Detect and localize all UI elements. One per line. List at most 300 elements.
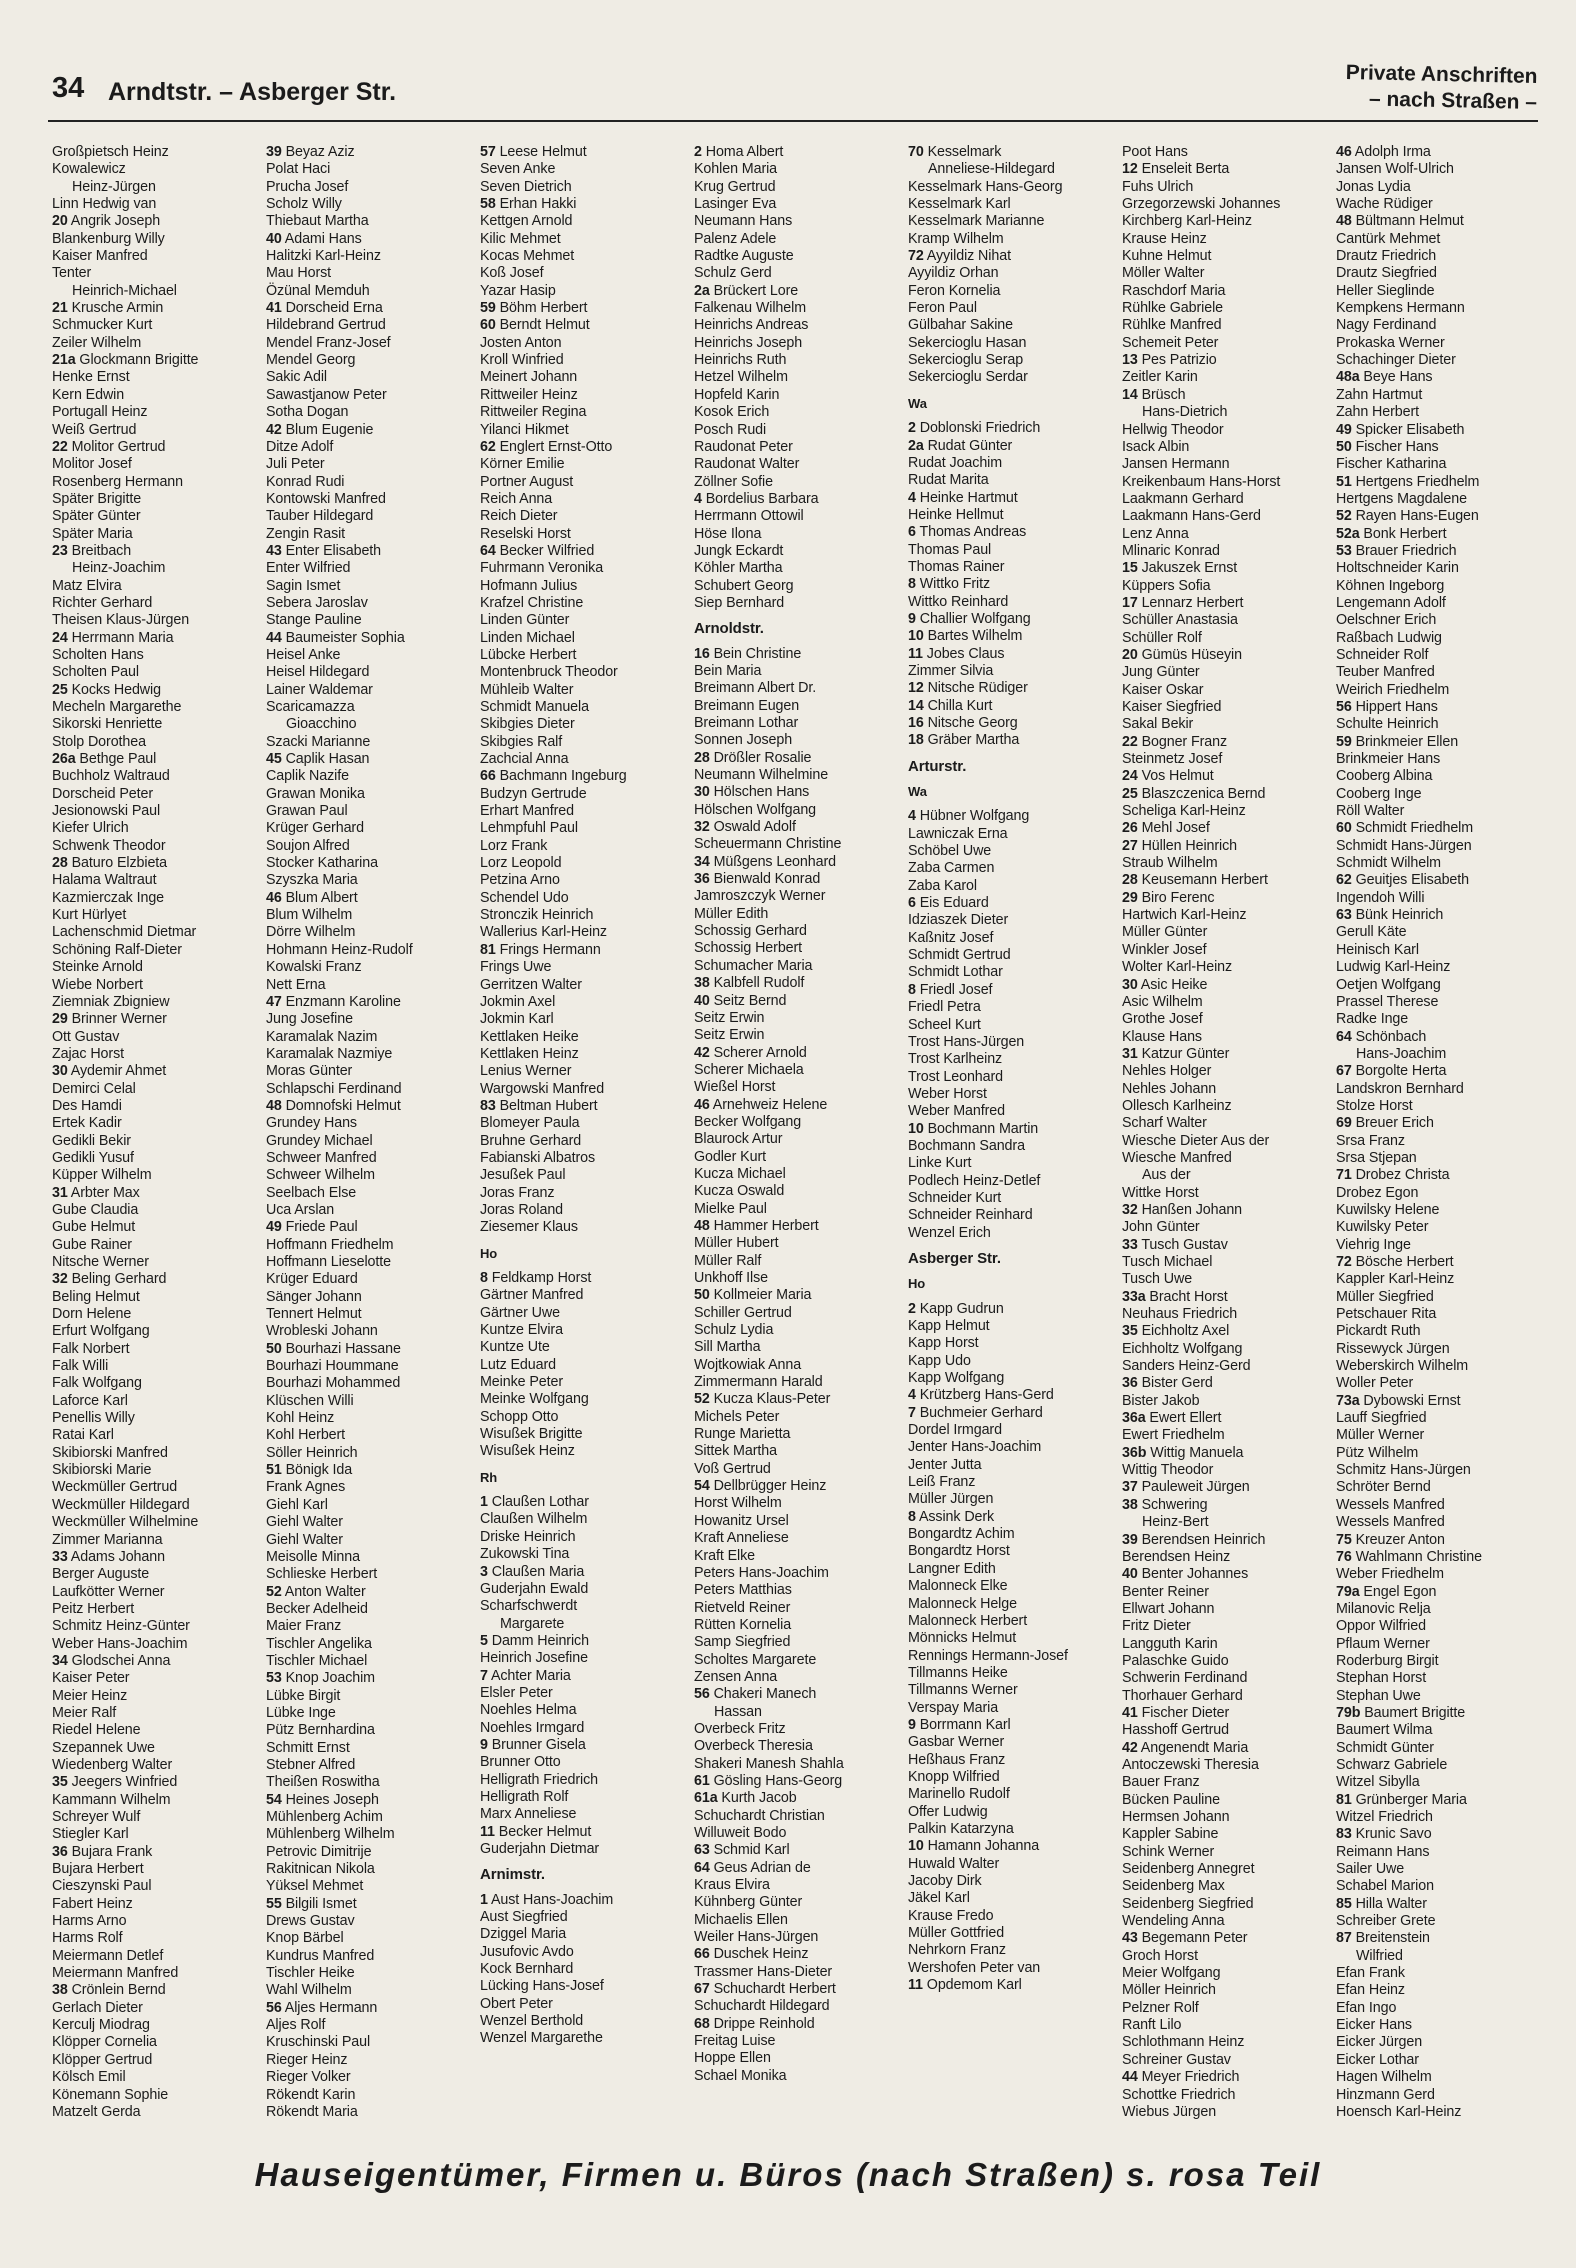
- directory-entry: Zöllner Sofie: [694, 473, 773, 490]
- directory-entry: Siep Bernhard: [694, 594, 785, 611]
- directory-entry: Später Maria: [52, 525, 133, 542]
- directory-entry: 2 Kapp Gudrun: [908, 1300, 1004, 1317]
- directory-entry: Sonnen Joseph: [694, 732, 793, 749]
- directory-entry: Verspay Maria: [908, 1699, 999, 1716]
- house-number: 56: [266, 1999, 282, 2016]
- directory-entry: 53 Knop Joachim: [266, 1670, 375, 1687]
- directory-entry: Kempkens Hermann: [1336, 300, 1465, 317]
- house-number: 64: [1336, 1028, 1352, 1045]
- directory-entry: Steinke Arnold: [52, 959, 143, 976]
- house-number: 59: [480, 300, 496, 317]
- directory-entry: Heßhaus Franz: [908, 1751, 1006, 1768]
- house-number: 55: [266, 1895, 282, 1912]
- directory-entry: Gedikli Yusuf: [52, 1149, 134, 1166]
- directory-entry: Wiebe Norbert: [52, 976, 143, 993]
- directory-entry: Schöbel Uwe: [908, 843, 992, 860]
- house-number: 57: [480, 144, 496, 160]
- directory-entry: Stephan Horst: [1336, 1670, 1427, 1687]
- house-number: 62: [1336, 872, 1352, 889]
- directory-entry: Kuwilsky Peter: [1336, 1219, 1429, 1236]
- house-number: 12: [908, 680, 924, 697]
- directory-entry: 41 Dorscheid Erna: [266, 300, 383, 317]
- directory-entry: Sekercioglu Serap: [908, 352, 1024, 369]
- directory-entry: Malonneck Helge: [908, 1595, 1017, 1612]
- directory-entry: Trost Leonhard: [908, 1068, 1004, 1085]
- directory-entry: Kammann Wilhelm: [52, 1791, 171, 1808]
- directory-entry: Halitzki Karl-Heinz: [266, 248, 381, 265]
- directory-entry: Langguth Karin: [1122, 1635, 1218, 1652]
- directory-entry: Schmidt Manuela: [480, 699, 589, 715]
- directory-entry: Mendel Georg: [266, 352, 356, 369]
- directory-entry: Scholtes Margarete: [694, 1651, 817, 1668]
- directory-entry: 67 Borgolte Herta: [1336, 1063, 1447, 1080]
- house-number: 29: [1122, 889, 1138, 906]
- directory-entry: Hartwich Karl-Heinz: [1122, 907, 1247, 924]
- directory-entry: Wenzel Berthold: [480, 2013, 584, 2030]
- directory-entry: 43 Begemann Peter: [1122, 1930, 1248, 1947]
- directory-entry: Hölschen Wolfgang: [694, 801, 817, 818]
- directory-entry: Heisel Anke: [266, 646, 341, 663]
- directory-entry: 33 Tusch Gustav: [1122, 1236, 1228, 1253]
- directory-entry: Guderjahn Dietmar: [480, 1841, 600, 1857]
- house-number: 37: [1122, 1479, 1138, 1496]
- directory-entry: Blankenburg Willy: [52, 230, 165, 247]
- directory-entry: Schwarz Gabriele: [1336, 1756, 1448, 1773]
- directory-entry: 79a Engel Egon: [1336, 1583, 1437, 1600]
- directory-entry: Schabel Marion: [1336, 1878, 1434, 1895]
- directory-entry: Leiß Franz: [908, 1474, 976, 1491]
- directory-entry: Wittko Reinhard: [908, 593, 1009, 610]
- entry-continuation: Hans-Joachim: [1356, 1045, 1447, 1062]
- directory-entry: Lainer Waldemar: [266, 681, 373, 698]
- directory-entry: Giehl Walter: [266, 1531, 343, 1548]
- house-number: 40: [1122, 1566, 1138, 1583]
- directory-entry: Hermsen Johann: [1122, 1809, 1230, 1825]
- house-number: 16: [908, 715, 924, 731]
- directory-entry: Stebner Alfred: [266, 1756, 356, 1773]
- directory-entry: 14 Brüsch: [1122, 386, 1186, 403]
- directory-entry: Scheuermann Christine: [694, 836, 842, 853]
- directory-entry: 24 Herrmann Maria: [52, 629, 174, 646]
- directory-entry: Peters Matthias: [694, 1582, 792, 1599]
- directory-entry: Wahl Wilhelm: [266, 1982, 352, 1999]
- directory-entry: Krüger Eduard: [266, 1271, 358, 1288]
- house-number: 2: [908, 1300, 916, 1317]
- directory-entry: 55 Bilgili Ismet: [266, 1895, 357, 1912]
- house-number: 60: [1336, 820, 1352, 837]
- directory-entry: Schulte Heinrich: [1336, 716, 1439, 733]
- house-number: 39: [1122, 1531, 1138, 1548]
- directory-entry: Lenz Anna: [1122, 525, 1189, 542]
- directory-entry: Zajac Horst: [52, 1045, 124, 1062]
- house-number: 76: [1336, 1548, 1352, 1565]
- directory-entry: Schreiner Gustav: [1122, 2051, 1231, 2068]
- directory-entry: 61 Gösling Hans-Georg: [694, 1772, 843, 1789]
- directory-entry: Offer Ludwig: [908, 1803, 988, 1820]
- directory-entry: 71 Drobez Christa: [1336, 1167, 1450, 1184]
- directory-entry: 40 Benter Johannes: [1122, 1566, 1249, 1583]
- directory-entry: Wisußek Brigitte: [480, 1426, 583, 1443]
- directory-entry: 3 Claußen Maria: [480, 1563, 585, 1580]
- directory-entry: Srsa Stjepan: [1336, 1149, 1417, 1166]
- directory-entry: Des Hamdi: [52, 1097, 122, 1114]
- directory-entry: 28 Baturo Elzbieta: [52, 855, 168, 872]
- directory-entry: 64 Geus Adrian de: [694, 1859, 811, 1876]
- spacer: [908, 775, 1122, 783]
- directory-entry: Unkhoff Ilse: [694, 1270, 769, 1286]
- spacer: [480, 1884, 694, 1892]
- entry-continuation: Aus der: [1142, 1167, 1191, 1184]
- directory-entry: Zahn Hartmut: [1336, 386, 1423, 403]
- house-number: 10: [908, 1838, 924, 1855]
- spacer: [480, 1461, 694, 1469]
- directory-entry: Voß Gertrud: [694, 1460, 771, 1477]
- house-number: 54: [266, 1791, 282, 1808]
- directory-entry: Wargowski Manfred: [480, 1080, 605, 1097]
- directory-entry: 39 Berendsen Heinrich: [1122, 1531, 1266, 1548]
- directory-entry: 29 Biro Ferenc: [1122, 889, 1215, 906]
- directory-entry: Hagen Wilhelm: [1336, 2069, 1432, 2086]
- directory-entry: Kesselmark Karl: [908, 196, 1011, 213]
- directory-entry: Kazmierczak Inge: [52, 889, 165, 906]
- page-header: [48, 60, 1538, 122]
- house-number: 39: [266, 144, 282, 160]
- directory-entry: 52a Bonk Herbert: [1336, 525, 1447, 542]
- house-number: 2a: [908, 437, 924, 454]
- directory-entry: Maier Franz: [266, 1618, 342, 1635]
- directory-entry: 48 Bültmann Helmut: [1336, 213, 1464, 230]
- house-number: 7: [480, 1667, 488, 1684]
- directory-entry: Viehrig Inge: [1336, 1236, 1411, 1253]
- directory-entry: 56 Hippert Hans: [1336, 699, 1438, 715]
- directory-entry: Sänger Johann: [266, 1288, 362, 1305]
- directory-entry: Wiesche Dieter Aus der: [1122, 1132, 1270, 1149]
- house-number: 61: [694, 1772, 710, 1789]
- directory-entry: Schulz Gerd: [694, 265, 772, 282]
- house-number: 46: [1336, 144, 1352, 160]
- house-number: 23: [52, 542, 68, 559]
- directory-entry: 22 Bogner Franz: [1122, 733, 1227, 750]
- directory-entry: Meier Ralf: [52, 1704, 117, 1721]
- house-number: 43: [1122, 1930, 1138, 1947]
- directory-entry: Witzel Sibylla: [1336, 1774, 1420, 1791]
- directory-entry: Schlieske Herbert: [266, 1566, 378, 1583]
- directory-entry: Scheliga Karl-Heinz: [1122, 803, 1246, 820]
- directory-entry: 20 Angrik Joseph: [52, 213, 161, 230]
- directory-entry: Gerull Käte: [1336, 924, 1407, 941]
- directory-entry: Lorz Frank: [480, 837, 548, 854]
- directory-entry: Wiebus Jürgen: [1122, 2103, 1217, 2120]
- house-number: 62: [480, 438, 496, 455]
- directory-entry: Kucza Oswald: [694, 1183, 785, 1200]
- house-number: 52a: [1336, 525, 1360, 542]
- directory-entry: Berger Auguste: [52, 1566, 150, 1583]
- directory-entry: Raßbach Ludwig: [1336, 629, 1442, 646]
- directory-entry: Eicker Lothar: [1336, 2051, 1419, 2068]
- directory-entry: Gube Rainer: [52, 1236, 132, 1253]
- directory-entry: Richter Gerhard: [52, 594, 153, 611]
- directory-entry: Runge Marietta: [694, 1426, 791, 1443]
- house-number: 68: [694, 2015, 710, 2032]
- house-number: 20: [1122, 646, 1138, 663]
- page-number: 34: [52, 72, 85, 104]
- directory-entry: Teuber Manfred: [1336, 664, 1435, 681]
- directory-entry: Petschauer Rita: [1336, 1306, 1437, 1323]
- directory-entry: Möller Walter: [1122, 265, 1205, 282]
- directory-entry: Knopp Wilfried: [908, 1768, 1000, 1785]
- directory-entry: Zaba Carmen: [908, 860, 995, 877]
- directory-entry: Kettlaken Heike: [480, 1028, 579, 1045]
- house-number: 7: [908, 1404, 916, 1421]
- directory-entry: Möller Heinrich: [1122, 1982, 1216, 1999]
- directory-entry: Jung Josefine: [266, 1011, 353, 1028]
- directory-entry: Sotha Dogan: [266, 404, 349, 421]
- directory-entry: Kaiser Peter: [52, 1670, 130, 1687]
- directory-entry: Schink Werner: [1122, 1843, 1215, 1860]
- directory-entry: 32 Oswald Adolf: [694, 819, 796, 836]
- directory-entry: Ziesemer Klaus: [480, 1219, 578, 1236]
- house-number: 66: [480, 768, 496, 785]
- directory-entry: Weiler Hans-Jürgen: [694, 1929, 819, 1946]
- directory-entry: Seidenberg Annegret: [1122, 1861, 1255, 1878]
- house-number: 64: [694, 1859, 710, 1876]
- directory-entry: Caplik Nazife: [266, 768, 349, 785]
- directory-entry: Scharfschwerdt: [480, 1598, 578, 1615]
- directory-entry: Ziemniak Zbigniew: [52, 993, 170, 1010]
- directory-entry: Bourhazi Mohammed: [266, 1375, 401, 1392]
- house-number: 48: [266, 1097, 282, 1114]
- directory-entry: Heinke Hellmut: [908, 506, 1004, 523]
- district-heading: Rh: [480, 1469, 498, 1485]
- directory-entry: Mlinaric Konrad: [1122, 542, 1220, 559]
- directory-entry: Meisolle Minna: [266, 1548, 360, 1565]
- spacer: [908, 1267, 1122, 1275]
- spacer: [694, 638, 908, 646]
- directory-entry: Prucha Josef: [266, 178, 349, 195]
- directory-entry: Jungk Eckardt: [694, 542, 784, 559]
- directory-entry: Wittig Theodor: [1122, 1462, 1214, 1479]
- directory-entry: Kosok Erich: [694, 404, 770, 421]
- directory-entry: Helligrath Rolf: [480, 1788, 569, 1805]
- directory-entry: Horst Wilhelm: [694, 1495, 782, 1512]
- directory-entry: Szyszka Maria: [266, 872, 358, 889]
- spacer: [694, 612, 908, 620]
- directory-entry: Dörre Wilhelm: [266, 924, 356, 941]
- directory-entry: Hoppe Ellen: [694, 2050, 771, 2067]
- directory-entry: Rittweiler Regina: [480, 404, 587, 421]
- directory-entry: 58 Erhan Hakki: [480, 196, 577, 213]
- directory-entry: Schubert Georg: [694, 577, 794, 594]
- house-number: 60: [480, 317, 496, 334]
- directory-entry: Idziaszek Dieter: [908, 912, 1009, 929]
- directory-entry: Grundey Hans: [266, 1115, 357, 1132]
- directory-entry: 6 Thomas Andreas: [908, 524, 1027, 541]
- house-number: 24: [52, 629, 68, 646]
- directory-entry: Rissewyck Jürgen: [1336, 1340, 1450, 1357]
- street-heading: Arnoldstr.: [694, 620, 764, 638]
- directory-entry: Fritz Dieter: [1122, 1618, 1191, 1635]
- directory-entry: Tennert Helmut: [266, 1306, 362, 1323]
- directory-entry: Kapp Horst: [908, 1335, 979, 1352]
- directory-entry: Karamalak Nazim: [266, 1028, 378, 1045]
- directory-entry: Schüller Anastasia: [1122, 612, 1238, 629]
- directory-entry: Kucza Michael: [694, 1165, 786, 1182]
- directory-entry: Brinkmeier Hans: [1336, 751, 1441, 768]
- directory-entry: 38 Kalbfell Rudolf: [694, 975, 805, 992]
- directory-entry: Peitz Herbert: [52, 1600, 135, 1617]
- directory-entry: Wenzel Margarethe: [480, 2030, 603, 2047]
- directory-entry: 16 Nitsche Georg: [908, 715, 1018, 731]
- directory-entry: Gärtner Manfred: [480, 1287, 584, 1304]
- directory-entry: Wisußek Heinz: [480, 1443, 575, 1460]
- directory-entry: 10 Bochmann Martin: [908, 1120, 1039, 1137]
- directory-entry: Oelschner Erich: [1336, 612, 1437, 629]
- street-heading: Arturstr.: [908, 757, 967, 775]
- directory-entry: Heinrichs Joseph: [694, 334, 803, 351]
- directory-entry: Sebera Jaroslav: [266, 594, 368, 611]
- directory-entry: 40 Adami Hans: [266, 230, 362, 247]
- house-number: 52: [694, 1391, 710, 1408]
- directory-entry: Wolter Karl-Heinz: [1122, 959, 1233, 976]
- directory-entry: Laufkötter Werner: [52, 1583, 165, 1600]
- directory-entry: Seven Dietrich: [480, 178, 572, 195]
- directory-entry: Zeitler Karin: [1122, 369, 1198, 386]
- directory-entry: Schlapschi Ferdinand: [266, 1080, 402, 1097]
- house-number: 36: [52, 1843, 68, 1860]
- directory-entry: Sakic Adil: [266, 369, 327, 386]
- directory-entry: Skibgies Ralf: [480, 733, 563, 750]
- directory-entry: Hildebrand Gertrud: [266, 317, 386, 334]
- directory-entry: Schumacher Maria: [694, 957, 813, 974]
- directory-entry: 10 Bartes Wilhelm: [908, 628, 1023, 645]
- directory-entry: 4 Hübner Wolfgang: [908, 808, 1030, 825]
- directory-entry: 38 Crönlein Bernd: [52, 1982, 166, 1999]
- house-number: 87: [1336, 1930, 1352, 1947]
- directory-entry: Jung Günter: [1122, 664, 1200, 681]
- directory-entry: 1 Claußen Lothar: [480, 1494, 589, 1511]
- directory-entry: 21 Krusche Armin: [52, 300, 164, 317]
- directory-entry: 44 Meyer Friedrich: [1122, 2069, 1240, 2086]
- directory-entry: 8 Feldkamp Horst: [480, 1270, 592, 1286]
- directory-entry: Bauer Franz: [1122, 1774, 1200, 1791]
- directory-entry: Eichholtz Wolfgang: [1122, 1340, 1243, 1357]
- directory-entry: Prassel Therese: [1336, 993, 1439, 1010]
- directory-entry: Dorscheid Peter: [52, 785, 154, 802]
- directory-entry: Petrovic Dimitrije: [266, 1843, 372, 1860]
- directory-entry: Müller Ralf: [694, 1252, 762, 1269]
- spacer: [908, 1293, 1122, 1301]
- directory-entry: Kerculj Miodrag: [52, 2017, 150, 2034]
- directory-entry: Kern Edwin: [52, 386, 125, 403]
- directory-entry: 70 Kesselmark: [908, 144, 1002, 160]
- directory-entry: Scholten Hans: [52, 646, 144, 663]
- directory-entry: 24 Vos Helmut: [1122, 768, 1214, 785]
- directory-entry: Bücken Pauline: [1122, 1791, 1220, 1808]
- directory-entry: 4 Krützberg Hans-Gerd: [908, 1387, 1054, 1404]
- directory-entry: Kontowski Manfred: [266, 490, 386, 507]
- directory-entry: Hoffmann Lieselotte: [266, 1254, 391, 1270]
- directory-entry: Schwenk Theodor: [52, 837, 166, 854]
- directory-column: [694, 144, 908, 2140]
- directory-entry: Mecheln Margarethe: [52, 699, 182, 715]
- directory-entry: Budzyn Gertrude: [480, 785, 587, 802]
- directory-entry: Müller Edith: [694, 905, 769, 922]
- directory-entry: Dordel Irmgard: [908, 1422, 1002, 1439]
- directory-entry: 63 Bünk Heinrich: [1336, 907, 1444, 924]
- directory-entry: Gärtner Uwe: [480, 1304, 560, 1321]
- house-number: 15: [1122, 560, 1138, 577]
- house-number: 67: [1336, 1063, 1352, 1080]
- directory-entry: Krafzel Christine: [480, 594, 584, 611]
- directory-entry: Stephan Uwe: [1336, 1687, 1421, 1704]
- directory-entry: Später Brigitte: [52, 490, 142, 507]
- directory-entry: Kaiser Oskar: [1122, 681, 1204, 698]
- directory-entry: Mühlenberg Achim: [266, 1809, 383, 1825]
- directory-entry: Ditze Adolf: [266, 438, 334, 455]
- directory-entry: 46 Arnehweiz Helene: [694, 1096, 828, 1113]
- directory-entry: Schneider Reinhard: [908, 1207, 1033, 1224]
- directory-entry: Becker Wolfgang: [694, 1113, 802, 1130]
- directory-entry: Wershofen Peter van: [908, 1959, 1041, 1976]
- directory-entry: Jansen Hermann: [1122, 456, 1230, 473]
- directory-entry: Steinmetz Josef: [1122, 751, 1223, 768]
- house-number: 56: [694, 1686, 710, 1703]
- directory-entry: Zahn Herbert: [1336, 404, 1420, 421]
- directory-entry: Falk Willi: [52, 1358, 109, 1375]
- directory-entry: Tischler Michael: [266, 1652, 368, 1669]
- directory-entry: Raudonat Walter: [694, 456, 800, 473]
- directory-entry: Bujara Herbert: [52, 1861, 144, 1878]
- directory-entry: 42 Angenendt Maria: [1122, 1739, 1249, 1756]
- directory-entry: Theisen Klaus-Jürgen: [52, 612, 190, 629]
- directory-entry: Sailer Uwe: [1336, 1861, 1405, 1878]
- directory-entry: Grothe Josef: [1122, 1011, 1203, 1028]
- entry-continuation: Hans-Dietrich: [1142, 404, 1228, 421]
- house-number: 1: [480, 1891, 488, 1908]
- directory-entry: Mielke Paul: [694, 1200, 767, 1217]
- directory-entry: Schendel Udo: [480, 889, 569, 906]
- directory-entry: Neuhaus Friedrich: [1122, 1306, 1238, 1323]
- directory-entry: Mühlenberg Wilhelm: [266, 1826, 395, 1843]
- directory-entry: Jenter Hans-Joachim: [908, 1439, 1042, 1456]
- directory-entry: 36b Wittig Manuela: [1122, 1444, 1244, 1461]
- directory-entry: Kölsch Emil: [52, 2069, 126, 2086]
- spacer: [480, 1858, 694, 1866]
- directory-entry: 8 Friedl Josef: [908, 981, 993, 998]
- directory-entry: Meiermann Manfred: [52, 1965, 179, 1982]
- directory-entry: Holtschneider Karin: [1336, 560, 1459, 577]
- directory-entry: 36 Bujara Frank: [52, 1843, 153, 1860]
- directory-entry: Kohl Herbert: [266, 1427, 346, 1444]
- directory-entry: Kuwilsky Helene: [1336, 1201, 1440, 1218]
- directory-entry: 26a Bethge Paul: [52, 751, 157, 768]
- directory-entry: 48 Hammer Herbert: [694, 1217, 819, 1234]
- directory-entry: Ellwart Johann: [1122, 1600, 1215, 1617]
- house-number: 10: [908, 628, 924, 645]
- directory-entry: Wittke Horst: [1122, 1184, 1199, 1201]
- directory-entry: Polat Haci: [266, 161, 331, 178]
- directory-entry: Lehmpfuhl Paul: [480, 820, 578, 837]
- directory-entry: Claußen Wilhelm: [480, 1511, 588, 1528]
- directory-entry: Winkler Josef: [1122, 941, 1207, 958]
- directory-entry: Sanders Heinz-Gerd: [1122, 1358, 1251, 1375]
- house-number: 2: [694, 144, 702, 160]
- directory-entry: Poot Hans: [1122, 144, 1188, 160]
- directory-entry: 39 Beyaz Aziz: [266, 144, 355, 160]
- directory-entry: 52 Rayen Hans-Eugen: [1336, 508, 1479, 525]
- directory-entry: Kuntze Ute: [480, 1339, 550, 1356]
- house-number: 14: [908, 697, 924, 714]
